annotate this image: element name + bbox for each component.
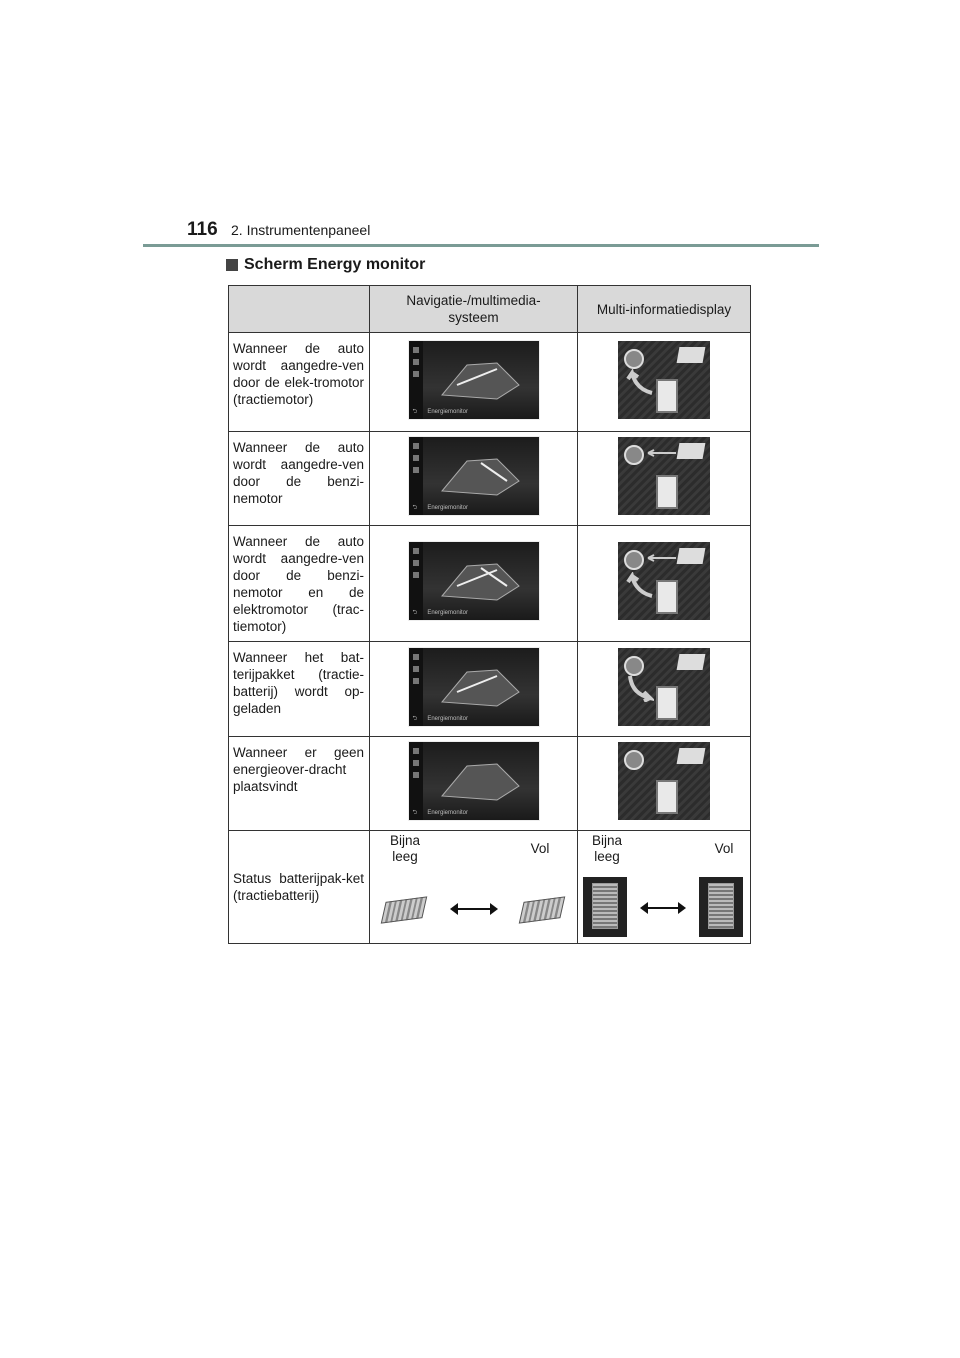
- nav-caption: Energiemonitor: [427, 715, 468, 722]
- wheel-icon: [624, 656, 644, 676]
- double-arrow-icon: [458, 908, 490, 910]
- battery-icon: [656, 379, 678, 413]
- nav-caption: Energiemonitor: [427, 408, 468, 415]
- energy-monitor-nav-image: ⮌ Energiemonitor: [408, 436, 540, 516]
- energy-monitor-mid-image: [618, 437, 710, 515]
- header-nav: Navigatie-/multimedia-systeem: [370, 286, 578, 333]
- nav-screen-cell: [370, 526, 578, 642]
- section-heading: [226, 256, 425, 274]
- energy-monitor-nav-image: ⮌ Energiemonitor: [408, 340, 540, 420]
- energy-monitor-table: [228, 285, 751, 944]
- engine-icon: [677, 654, 706, 670]
- energy-monitor-mid-image: [618, 648, 710, 726]
- nav-screen-cell: [370, 737, 578, 831]
- table-row: [229, 737, 751, 831]
- row-label: Wanneer de auto wordt aangedre-ven door de benzi-nemotor en de elektromotor (trac-tiemotor): [229, 526, 370, 642]
- page-header: [0, 0, 960, 250]
- mid-status-cell: [578, 831, 751, 944]
- nav-caption: Energiemonitor: [427, 810, 468, 816]
- table-row: [229, 526, 751, 642]
- battery-icon: [656, 475, 678, 509]
- energy-monitor-mid-image: [618, 742, 710, 820]
- wheel-icon: [624, 750, 644, 770]
- battery-full-icon: [699, 877, 743, 937]
- mid-screen-cell: [578, 642, 751, 737]
- battery-icon: [656, 686, 678, 720]
- mid-screen-cell: [578, 737, 751, 831]
- mid-screen-cell: [578, 432, 751, 526]
- header-empty: [229, 286, 370, 333]
- row-label: Wanneer het bat-terijpakket (tractie-batterij) wordt op-geladen: [229, 642, 370, 737]
- nav-caption: Energiemonitor: [427, 610, 468, 616]
- battery-icon: [656, 780, 678, 814]
- mid-screen-cell: [578, 526, 751, 642]
- table-row: [229, 432, 751, 526]
- nav-status-cell: [370, 831, 578, 944]
- label-full: Vol: [530, 841, 550, 856]
- page-number: 116: [187, 219, 218, 240]
- battery-low-icon: [381, 896, 428, 923]
- engine-icon: [677, 748, 706, 764]
- energy-monitor-mid-image: [618, 341, 710, 419]
- nav-screen-cell: [370, 333, 578, 432]
- header-mid: Multi-informatiedisplay: [578, 286, 751, 333]
- row-label: Wanneer de auto wordt aangedre-ven door de benzi-nemotor: [229, 432, 370, 526]
- energy-monitor-mid-image: [618, 542, 710, 620]
- label-full: Vol: [714, 841, 734, 856]
- wheel-icon: [624, 445, 644, 465]
- section-title: Scherm Energy monitor: [244, 256, 426, 273]
- battery-low-icon: [583, 877, 627, 937]
- engine-icon: [677, 347, 706, 363]
- row-label: Wanneer er geen energieover-dracht plaatsvindt: [229, 737, 370, 831]
- battery-full-icon: [519, 896, 566, 923]
- nav-screen-cell: [370, 432, 578, 526]
- nav-screen-cell: [370, 642, 578, 737]
- row-label: [229, 831, 370, 944]
- label-low: Bijna leeg: [591, 833, 623, 864]
- nav-caption: Energiemonitor: [427, 505, 468, 511]
- battery-icon: [656, 580, 678, 614]
- wheel-icon: [624, 349, 644, 369]
- table-row: [229, 642, 751, 737]
- engine-icon: [677, 548, 706, 564]
- table-header-row: [229, 286, 751, 333]
- status-row: [229, 831, 751, 944]
- bullet-square-icon: [226, 259, 238, 271]
- table-row: [229, 333, 751, 432]
- energy-monitor-nav-image: ⮌ Energiemonitor: [408, 647, 540, 727]
- double-arrow-icon: [648, 907, 678, 909]
- energy-monitor-nav-image: ⮌ Energiemonitor: [408, 541, 540, 621]
- mid-screen-cell: [578, 333, 751, 432]
- chapter-title: 2. Instrumentenpaneel: [231, 222, 371, 238]
- label-low: Bijna leeg: [389, 833, 421, 864]
- energy-monitor-nav-image: ⮌ Energiemonitor: [408, 741, 540, 821]
- header-divider: [143, 244, 819, 247]
- wheel-icon: [624, 550, 644, 570]
- engine-icon: [677, 443, 706, 459]
- row-label: Wanneer de auto wordt aangedre-ven door de elek-tromotor (tractiemotor): [229, 333, 370, 432]
- status-label: Status batterijpak-ket (tractiebatterij): [233, 871, 364, 903]
